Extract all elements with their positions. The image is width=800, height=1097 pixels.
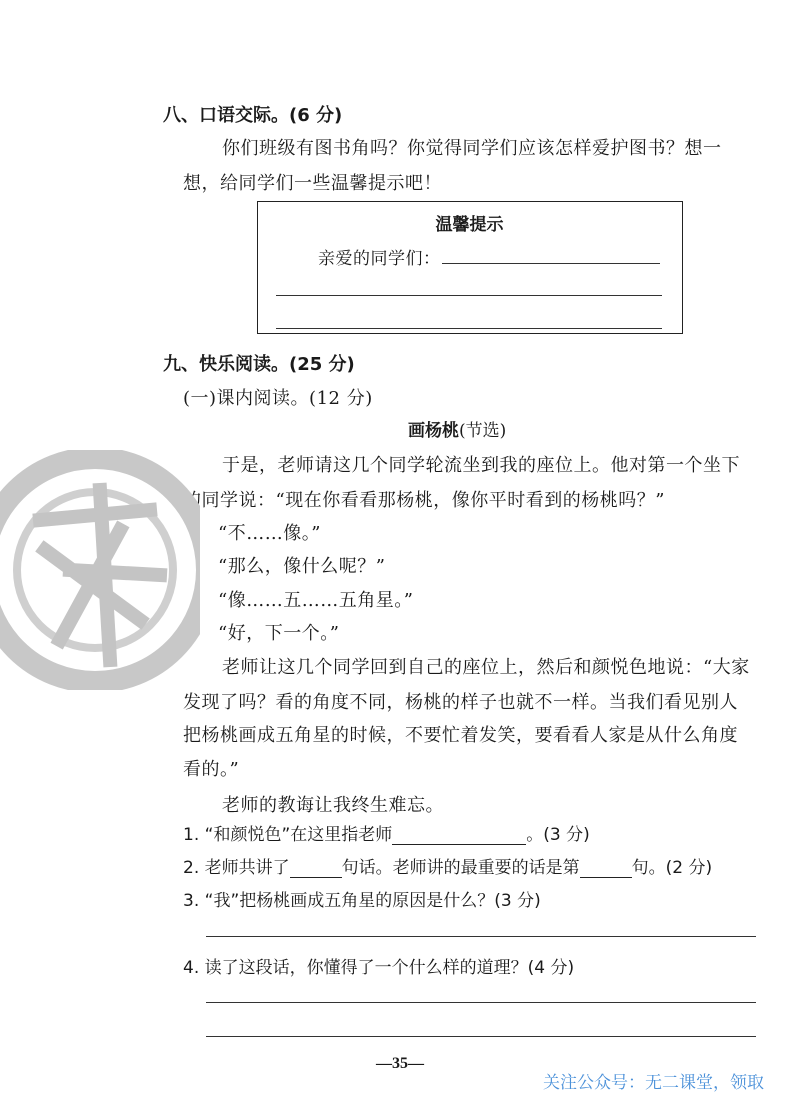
tips-box-title: 温馨提示: [435, 215, 504, 235]
question-text: 读了这段话，你懂得了一个什么样的道理？(4 分): [204, 958, 575, 978]
question-number: 4.: [183, 958, 200, 978]
question-number: 3.: [183, 891, 200, 911]
section-9-heading: 九、快乐阅读。(25 分): [163, 354, 355, 375]
tips-box: [257, 201, 683, 334]
stamp-graphic: [0, 450, 200, 690]
answer-line[interactable]: [206, 1036, 756, 1037]
question-number: 2.: [183, 858, 200, 878]
page-number: —35—: [376, 1055, 424, 1072]
passage-title-row: [408, 416, 506, 441]
tips-answer-line-3[interactable]: [276, 328, 662, 329]
passage-line: “像……五……五角星。”: [218, 590, 414, 611]
passage-line: 老师的教诲让我终生难忘。: [222, 795, 444, 816]
answer-blank[interactable]: [392, 826, 526, 845]
question-text: “和颜悦色”在这里指老师: [204, 825, 393, 845]
passage-line: 看的。”: [183, 759, 240, 780]
passage-line: 老师让这几个同学回到自己的座位上，然后和颜悦色地说：“大家: [222, 657, 750, 678]
section-8-prompt-line1: 你们班级有图书角吗？你觉得同学们应该怎样爱护图书？想一: [222, 138, 722, 159]
passage-line: “不……像。”: [218, 523, 321, 544]
passage-line: “那么，像什么呢？”: [218, 556, 386, 577]
tips-answer-line-1[interactable]: [442, 263, 660, 264]
section-8-prompt-line2: 想，给同学们一些温馨提示吧！: [183, 173, 442, 194]
question-score: 。(3 分): [526, 825, 590, 845]
tips-answer-line-2[interactable]: [276, 295, 662, 296]
answer-line[interactable]: [206, 936, 756, 937]
tips-greeting: 亲爱的同学们：: [318, 249, 441, 269]
passage-line: 把杨桃画成五角星的时候，不要忙着发笑，要看看人家是从什么角度: [183, 725, 738, 746]
watermark-text: 关注公众号：无二课堂，领取: [543, 1073, 764, 1093]
question-score: 句。(2 分): [631, 858, 713, 878]
question-1: [183, 820, 590, 845]
question-text: 老师共讲了: [204, 858, 290, 878]
section-8-heading: 八、口语交际。(6 分): [163, 105, 343, 126]
passage-line: 的同学说：“现在你看看那杨桃，像你平时看到的杨桃吗？”: [183, 490, 665, 511]
question-4: [183, 953, 574, 978]
passage-line: “好，下一个。”: [218, 623, 340, 644]
question-text-middle: 句话。老师讲的最重要的话是第: [341, 858, 580, 878]
passage-title-note: (节选): [459, 421, 507, 441]
passage-line: 发现了吗？看的角度不同，杨桃的样子也就不一样。当我们看见别人: [183, 692, 738, 713]
passage-title: 画杨桃: [408, 421, 459, 441]
passage-line: 于是，老师请这几个同学轮流坐到我的座位上。他对第一个坐下: [222, 455, 740, 476]
question-text: “我”把杨桃画成五角星的原因是什么？(3 分): [204, 891, 541, 911]
answer-line[interactable]: [206, 1002, 756, 1003]
question-number: 1.: [183, 825, 200, 845]
question-3: [183, 886, 541, 911]
answer-blank[interactable]: [580, 859, 632, 878]
section-9-part1: (一)课内阅读。(12 分): [183, 388, 373, 409]
question-2: [183, 853, 712, 878]
answer-blank[interactable]: [290, 859, 342, 878]
